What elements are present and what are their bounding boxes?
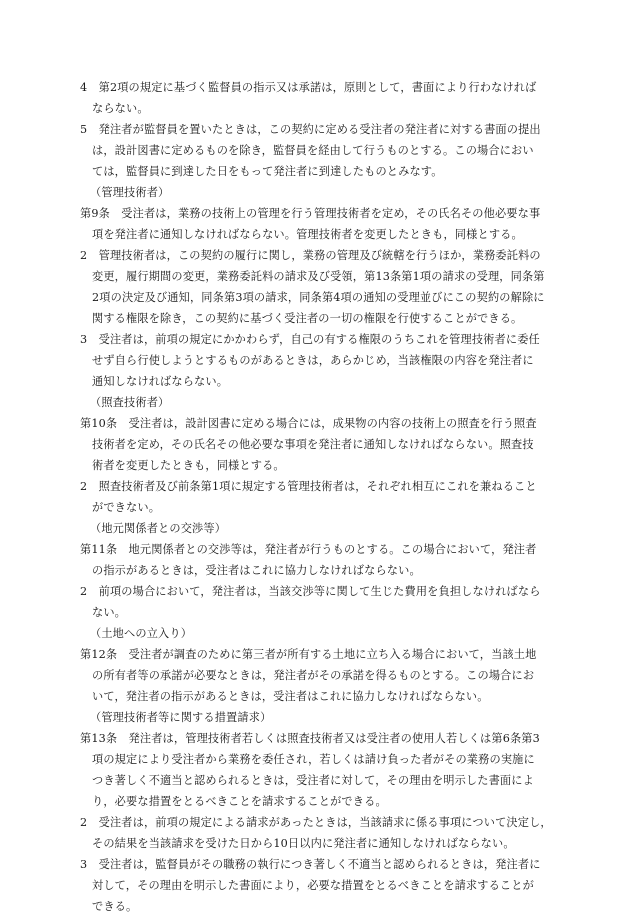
clause-line: せず自ら行使しようとするものがあるときは，あらかじめ，当該権限の内容を発注者に — [92, 354, 534, 367]
clause-first-line: 第12条 受注者が調査のために第三者が所有する土地に立ち入る場合において，当該土地 — [80, 648, 537, 661]
clause-line: 技術者を定め，その氏名その他必要な事項を発注者に通知しなければならない。照査技 — [92, 438, 534, 451]
clause-first-line: 4 第2項の規定に基づく監督員の指示又は承諾は，原則として，書面により行わなければ — [80, 81, 537, 94]
clause-first-line: 2 照査技術者及び前条第1項に規定する管理技術者は，それぞれ相互にこれを兼ねること — [80, 480, 537, 493]
clause-line: 2項の決定及び通知，同条第3項の請求，同条第4項の通知の受理並びにこの契約の解除に — [92, 291, 545, 304]
article-heading: （管理技術者） — [90, 186, 170, 199]
clause-line: ならない。 — [92, 102, 149, 115]
clause-line: ができない。 — [92, 501, 161, 514]
clause-line: できる。 — [92, 900, 138, 913]
document-page — [80, 77, 550, 917]
clause-line: 通知しなければならない。 — [92, 375, 229, 388]
clause-first-line: 2 受注者は，前項の規定による請求があったときは，当該請求に係る事項について決定し， — [80, 816, 552, 829]
clause-first-line: 3 受注者は，監督員がその職務の執行につき著しく不適当と認められるときは，発注者に — [80, 858, 541, 871]
clause-line: 項の規定により受注者から業務を委任され，若しくは請け負った者がその業務の実施に — [92, 753, 535, 766]
article-heading: （照査技術者） — [90, 396, 170, 409]
clause-first-line: 第10条 受注者は，設計図書に定める場合には，成果物の内容の技術上の照査を行う照査 — [80, 417, 537, 430]
clause-line: いて，発注者の指示があるときは，受注者はこれに協力しなければならない。 — [92, 690, 489, 703]
clause-first-line: 3 受注者は，前項の規定にかかわらず，自己の有する権限のうちこれを管理技術者に委任 — [80, 333, 540, 346]
clause-line: つき著しく不適当と認められるときは，受注者に対して，その理由を明示した書面によ — [92, 774, 534, 787]
clause-line: ては，監督員に到達した日をもって発注者に到達したものとみなす。 — [92, 165, 443, 178]
clause-line: その結果を当該請求を受けた日から10日以内に発注者に通知しなければならない。 — [92, 837, 515, 850]
clause-first-line: 2 前項の場合において，発注者は，当該交渉等に関して生じた費用を負担しなければなら — [80, 585, 541, 598]
clause-first-line: 5 発注者が監督員を置いたときは，この契約に定める受注者の発注者に対する書面の提出 — [80, 123, 541, 136]
clause-line: 対して，その理由を明示した書面により，必要な措置をとるべきことを請求することが — [92, 879, 534, 892]
clause-line: 変更，履行期間の変更，業務委託料の請求及び受領，第13条第1項の請求の受理，同条第 — [92, 270, 545, 283]
clause-line: 関する権限を除き，この契約に基づく受注者の一切の権限を行使することができる。 — [92, 312, 523, 325]
article-heading: （土地への立入り） — [90, 627, 193, 640]
article-heading: （管理技術者等に関する措置請求） — [90, 711, 272, 724]
clause-line: の指示があるときは，受注者はこれに協力しなければならない。 — [92, 564, 421, 577]
clause-first-line: 第11条 地元関係者との交渉等は，発注者が行うものとする。この場合において，発注者 — [80, 543, 537, 556]
clause-line: 術者を変更したときも，同様とする。 — [92, 459, 285, 472]
clause-first-line: 2 管理技術者は，この契約の履行に関し，業務の管理及び統轄を行うほか，業務委託料の — [80, 249, 541, 262]
clause-line: 項を発注者に通知しなければならない。管理技術者を変更したときも，同様とする。 — [92, 228, 523, 241]
clause-first-line: 第9条 受注者は，業務の技術上の管理を行う管理技術者を定め，その氏名その他必要な事 — [80, 207, 541, 220]
clause-line: の所有者等の承諾が必要なときは，発注者がその承諾を得るものとする。この場合にお — [92, 669, 535, 682]
clause-line: は，設計図書に定めるものを除き，監督員を経由して行うものとする。この場合におい — [92, 144, 534, 157]
clause-line: ない。 — [92, 606, 127, 619]
clause-first-line: 第13条 発注者は，管理技術者若しくは照査技術者又は受注者の使用人若しくは第6条第3 — [80, 732, 540, 745]
article-heading: （地元関係者との交渉等） — [90, 522, 227, 535]
clause-line: り，必要な措置をとるべきことを請求することができる。 — [92, 795, 387, 808]
